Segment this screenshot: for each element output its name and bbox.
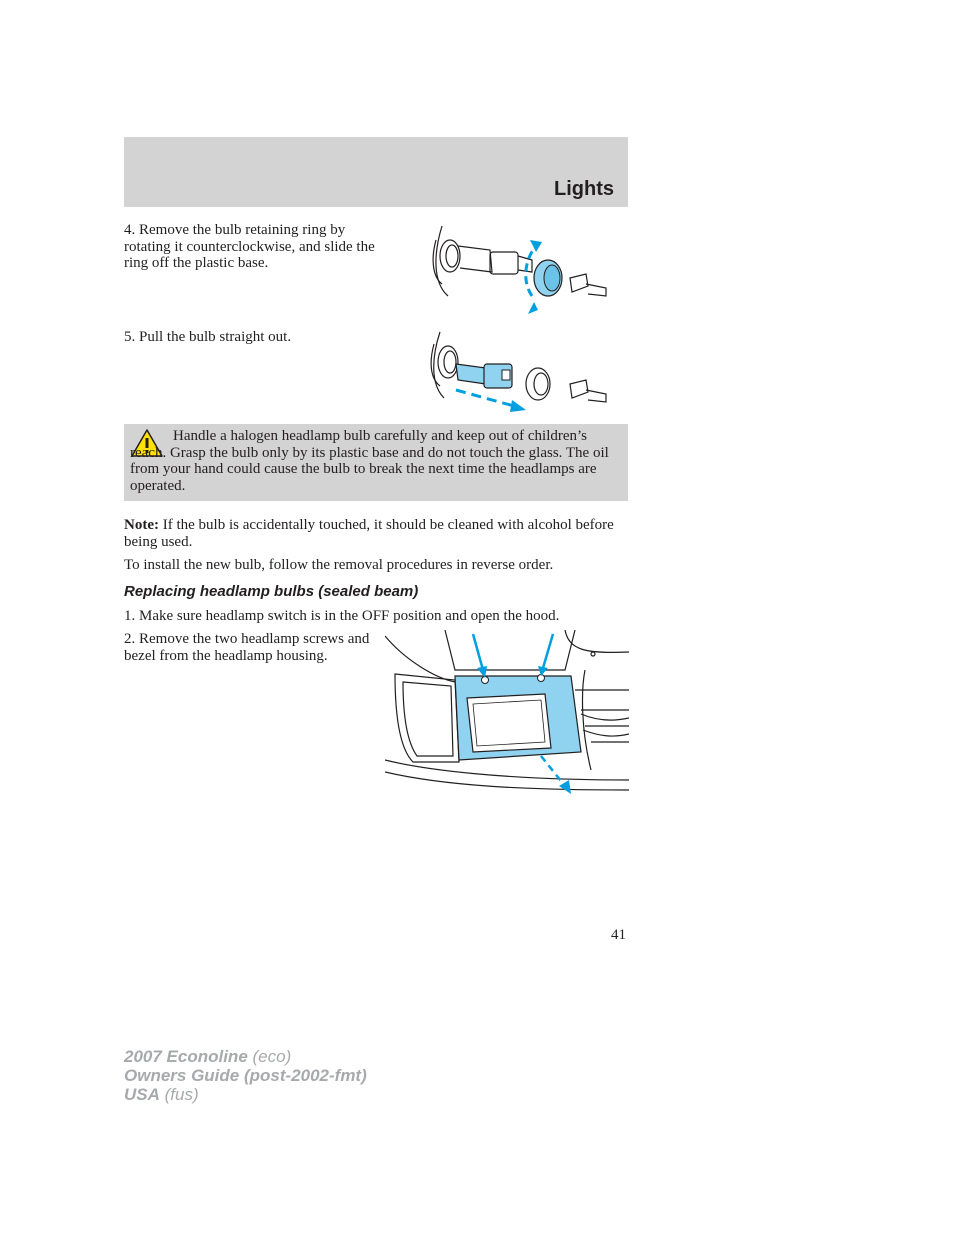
headlamp-lens xyxy=(467,694,551,752)
document-footer xyxy=(124,1047,367,1104)
sealed-beam-heading: Replacing headlamp bulbs (sealed beam) xyxy=(124,583,419,600)
retaining-ring-illustration xyxy=(420,222,615,318)
footer-line-2: Owners Guide (post-2002-fmt) xyxy=(124,1066,367,1085)
step-4-text: 4. Remove the bulb retaining ring by rotating it counterclockwise, and slide the ring off the plastic base. xyxy=(124,222,375,271)
warning-box xyxy=(124,424,628,501)
install-text: To install the new bulb, follow the removal procedures in reverse order. xyxy=(124,557,554,573)
pull-bulb-illustration xyxy=(420,328,615,414)
note-text: If the bulb is accidentally touched, it should be cleaned with alcohol before being used. xyxy=(124,517,614,550)
sealed-beam-step-2: 2. Remove the two headlamp screws and bezel from the headlamp housing. xyxy=(124,631,370,664)
sealed-beam-step-1: 1. Make sure headlamp switch is in the OFF position and open the hood. xyxy=(124,608,560,624)
pull-arrow xyxy=(456,390,514,406)
bezel-remove-arrow xyxy=(541,756,565,786)
footer-line-1: 2007 Econoline (eco) xyxy=(124,1047,292,1066)
note-label: Note: xyxy=(124,517,159,533)
step-5-text: 5. Pull the bulb straight out. xyxy=(124,329,292,345)
note-paragraph xyxy=(124,517,614,550)
section-header-band xyxy=(124,137,628,207)
page-number: 41 xyxy=(611,927,626,943)
footer-line-3: USA (fus) xyxy=(124,1085,199,1104)
headlamp-bezel-illustration xyxy=(385,630,629,796)
section-title: Lights xyxy=(554,178,614,200)
warning-text: Handle a halogen headlamp bulb carefully and keep out of children’s reach. Grasp the bulb only by its plastic base and do not touch the glass. The oil from your hand could cause the bulb to break the next time the headlamps are operated. xyxy=(130,428,609,494)
